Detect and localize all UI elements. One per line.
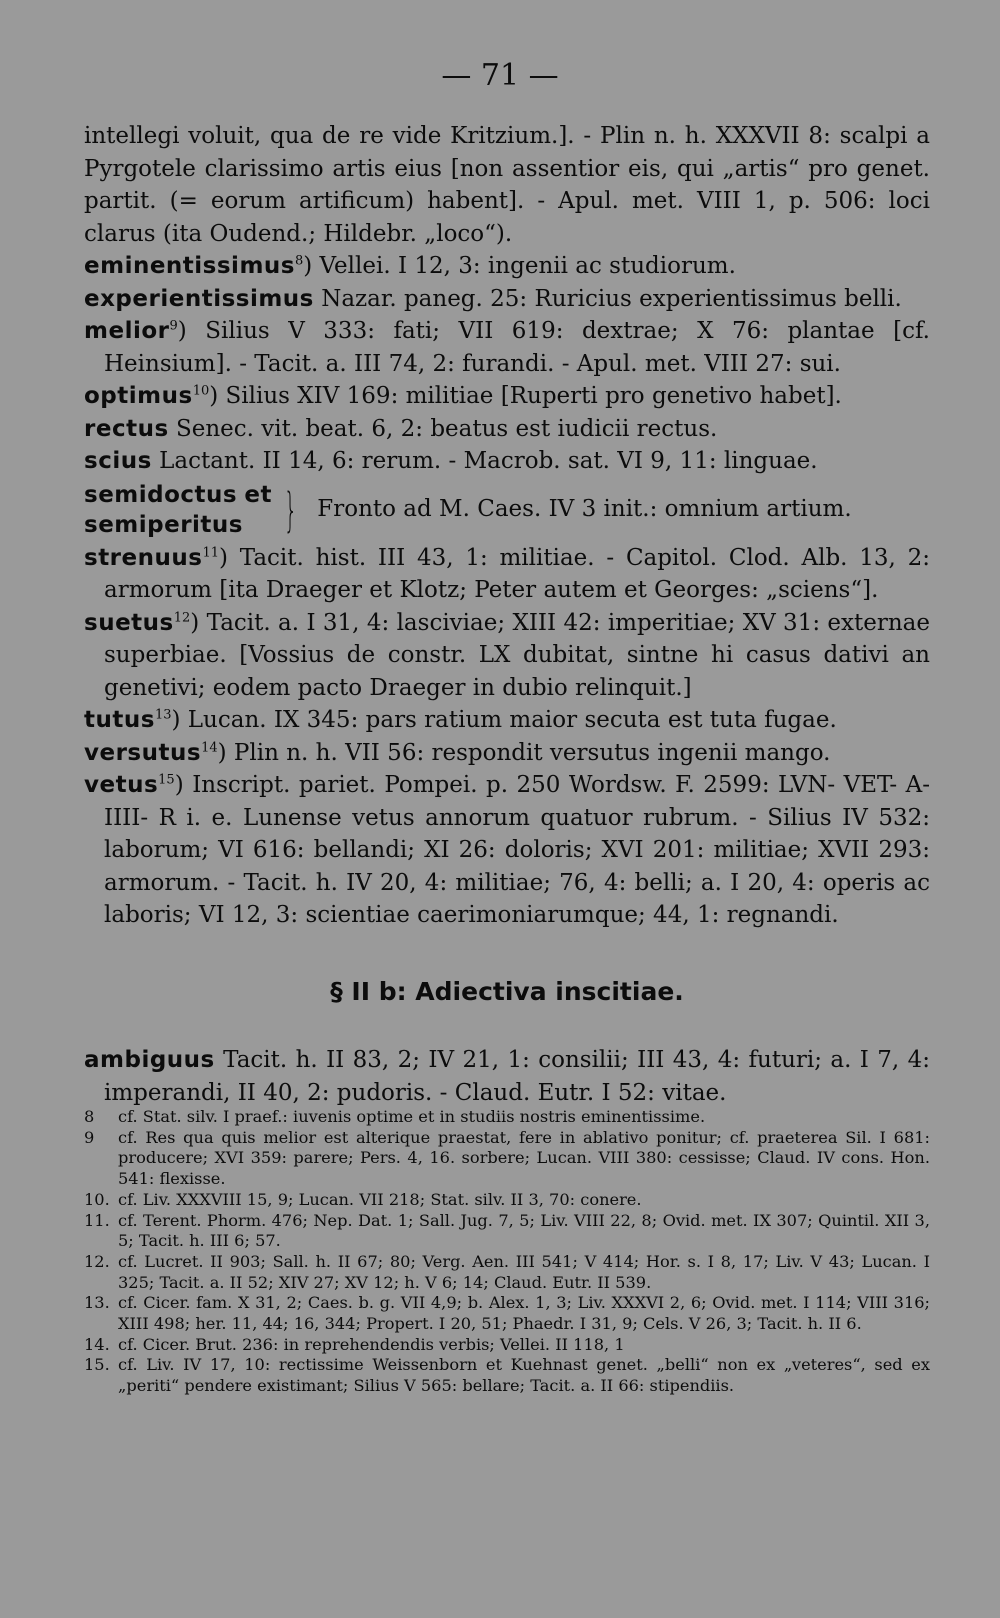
footnote-number: 13. [84, 1293, 110, 1313]
entry-text: Lactant. II 14, 6: rerum. - Macrob. sat. VI 9, 11: linguae. [159, 448, 818, 474]
entry-text: Nazar. paneg. 25: Ruricius experientissimus belli. [321, 285, 902, 312]
entry-list-3 [84, 1044, 930, 1109]
footnote-ref: 9 [169, 318, 178, 334]
footnote-ref: 10 [192, 383, 210, 399]
entry-text: Tacit. a. I 31, 4: lasciviae; XIII 42: imperitiae; XV 31: externae superbiae. [Vossius de constr. LX dubitat, sintne hi casus dativi an genetivi; eodem pacto Draeger in dubio relinquit.] [104, 609, 931, 701]
footnote-text: cf. Liv. IV 17, 10: rectissime Weissenborn et Kuehnast genet. „belli“ non ex „veteres“, sed ex „periti“ pendere existimant; Silius V 565: bellare; Tacit. a. II 66: stipendiis. [118, 1355, 930, 1396]
entry: eminentissimus$^8$) Vellei. I 12, 3: ingenii ac studiorum. [84, 253, 736, 279]
entry-keyword: scius [84, 448, 152, 474]
footnote [84, 1293, 930, 1334]
entry-text: Tacit. hist. III 43, 1: militiae. - Capitol. Clod. Alb. 13, 2: armorum [ita Draeger et Klotz; Peter autem et Georges: „sciens“]. [104, 544, 931, 603]
section-heading: § II b: Adiectiva inscitiae. [330, 976, 684, 1006]
entry-text: Silius XIV 169: militiae [Ruperti pro genetivo habet]. [225, 383, 842, 409]
entry-text: Plin n. h. VII 56: respondit versutus ingenii mango. [233, 739, 831, 766]
footnote-text: cf. Cicer. Brut. 236: in reprehendendis verbis; Vellei. II 118, 1 [118, 1334, 625, 1354]
entry: tutus$^{13}$) Lucan. IX 345: pars ratium maior secuta est tuta fugae. [84, 707, 837, 733]
entry-keyword: eminentissimus [84, 253, 295, 279]
entry: strenuus$^{11}$) Tacit. hist. III 43, 1: militiae. - Capitol. Clod. Alb. 13, 2: armorum [ita Draeger et Klotz; Peter autem et Georges: „sciens“]. [84, 544, 931, 603]
footnote-number: 8 [84, 1107, 95, 1126]
entry-list-1 [84, 120, 930, 478]
paired-entry [84, 480, 930, 540]
entry-keyword: suetus [84, 609, 174, 636]
main-text [84, 120, 930, 1109]
footnote [84, 1211, 930, 1252]
footnote [84, 1335, 930, 1356]
entry: optimus$^{10}$) Silius XIV 169: militiae [Ruperti pro genetivo habet]. [84, 383, 842, 409]
footnote-number: 15. [84, 1355, 110, 1375]
entry-text: Silius V 333: fati; VII 619: dextrae; X 76: plantae [cf. Heinsium]. - Tacit. a. III 74, 2: furandi. - Apul. met. VIII 27: sui. [104, 318, 930, 377]
entry-keyword: experientissimus [84, 285, 314, 312]
keyword-joiner: et [244, 481, 273, 508]
entry-keyword: vetus [84, 772, 159, 798]
footnote-ref: 11 [202, 544, 219, 560]
footnote-text: cf. Liv. XXXVIII 15, 9; Lucan. VII 218; Stat. silv. II 3, 70: conere. [118, 1189, 642, 1209]
page-number: — 71 — [441, 58, 559, 93]
entry-keyword: melior [84, 318, 170, 344]
entry-text: Senec. vit. beat. 6, 2: beatus est iudicii rectus. [175, 415, 718, 442]
entry: suetus$^{12}$) Tacit. a. I 31, 4: lasciviae; XIII 42: imperitiae; XV 31: externae superbiae. [Vossius de constr. LX dubitat, sintne hi casus dativi an genetivi; eodem pacto Draeger in dubio relinquit.] [84, 609, 931, 701]
entry: versutus$^{14}$) Plin n. h. VII 56: respondit versutus ingenii mango. [84, 739, 831, 766]
keyword-semidoctus: semidoctus [84, 481, 238, 508]
footnote-number: 14. [84, 1334, 110, 1354]
entry: vetus$^{15}$) Inscript. pariet. Pompei. p. 250 Wordsw. F. 2599: LVN- VET- A- IIII- R i. e. Lunense vetus annorum quatuor rubrum. - Silius IV 532: laborum; VI 616: bellandi; XI 26: doloris; XVI 201: militiae; XVII 293: armorum. - Tacit. h. IV 20, 4: militiae; 76, 4: belli; a. I 20, 4: operis ac laboris; VI 12, 3: scientiae caerimoniarumque; 44, 1: regnandi. [84, 772, 931, 928]
footnote [84, 1355, 930, 1396]
entry-text: Tacit. h. II 83, 2; IV 21, 1: consilii; III 43, 4: futuri; a. I 7, 4: imperandi, II 40, 2: pudoris. - Claud. Eutr. I 52: vitae. [104, 1047, 930, 1106]
brace-symbol: } [284, 482, 298, 537]
entry-keyword: strenuus [84, 544, 203, 571]
footnote-number: 11. [84, 1210, 110, 1230]
footnote-text: cf. Stat. silv. I praef.: iuvenis optime et in studiis nostris eminentissime. [118, 1107, 706, 1126]
entry-text: intellegi voluit, qua de re vide Kritzium.]. - Plin n. h. XXXVII 8: scalpi a Pyrgotele clarissimo artis eius [non assentior eis, qui „artis“ pro genet. partit. (= eorum artificum) habent]. - Apul. met. VIII 1, p. 506: loci clarus (ita Oudend.; Hildebr. „loco“). [84, 123, 930, 247]
entry-keyword: tutus [84, 707, 155, 733]
footnote [84, 1190, 930, 1211]
entry [84, 120, 930, 250]
footnote-number: 9 [84, 1127, 95, 1147]
entry [84, 413, 930, 446]
entry [84, 283, 930, 316]
entry-keyword: versutus [84, 739, 202, 766]
footnote [84, 1128, 930, 1190]
paired-entry-text: Fronto ad M. Caes. IV 3 init.: omnium artium. [317, 496, 852, 523]
entry [84, 1044, 930, 1109]
footnote-text: cf. Lucret. II 903; Sall. h. II 67; 80; Verg. Aen. III 541; V 414; Hor. s. I 8, 17; Liv. V 43; Lucan. I 325; Tacit. a. II 52; XIV 27; XV 12; h. V 6; 14; Claud. Eutr. II 539. [118, 1251, 930, 1292]
footnotes [84, 1107, 930, 1397]
entry-list-2 [84, 542, 930, 932]
entry-text: Lucan. IX 345: pars ratium maior secuta est tuta fugae. [187, 707, 837, 733]
footnote-number: 12. [84, 1251, 110, 1271]
footnote-ref: 14 [201, 739, 218, 755]
footnote-ref: 13 [154, 707, 172, 723]
entry [84, 445, 930, 478]
footnote-ref: 15 [158, 772, 175, 788]
entry-text: Vellei. I 12, 3: ingenii ac studiorum. [319, 253, 736, 279]
entry: melior$^9$) Silius V 333: fati; VII 619: dextrae; X 76: plantae [cf. Heinsium]. - Tacit. a. III 74, 2: furandi. - Apul. met. VIII 27: sui. [84, 318, 930, 377]
footnote-text: cf. Terent. Phorm. 476; Nep. Dat. 1; Sall. Jug. 7, 5; Liv. VIII 22, 8; Ovid. met. IX 307; Quintil. XII 3, 5; Tacit. h. III 6; 57. [118, 1210, 930, 1251]
footnote [84, 1252, 930, 1293]
entry-text: Inscript. pariet. Pompei. p. 250 Wordsw. F. 2599: LVN- VET- A- IIII- R i. e. Lunense vetus annorum quatuor rubrum. - Silius IV 532: laborum; VI 616: bellandi; XI 26: doloris; XVI 201: militiae; XVII 293: armorum. - Tacit. h. IV 20, 4: militiae; 76, 4: belli; a. I 20, 4: operis ac laboris; VI 12, 3: scientiae caerimoniarumque; 44, 1: regnandi. [104, 772, 931, 928]
footnote-ref: 12 [173, 609, 191, 625]
footnote-text: cf. Res qua quis melior est alterique praestat, fere in ablativo ponitur; cf. praeterea Sil. I 681: producere; XVI 359: parere; Pers. 4, 16. sorbere; Lucan. VIII 380: cessisse; Claud. IV cons. Hon. 541: flexisse. [118, 1127, 930, 1189]
footnote [84, 1107, 930, 1128]
entry-keyword: rectus [84, 415, 169, 442]
footnote-text: cf. Cicer. fam. X 31, 2; Caes. b. g. VII 4,9; b. Alex. 1, 3; Liv. XXXVI 2, 6; Ovid. met. I 114; VIII 316; XIII 498; her. 11, 44; 16, 344; Propert. I 20, 51; Phaedr. I 31, 9; Cels. V 26, 3; Tacit. h. II 6. [118, 1293, 930, 1334]
entry-keyword: optimus [84, 383, 193, 409]
footnote-number: 10. [84, 1189, 110, 1209]
footnote-ref: 8 [294, 253, 304, 269]
keyword-semiperitus: semiperitus [84, 511, 243, 538]
paired-keywords [84, 480, 272, 540]
entry-keyword: ambiguus [84, 1047, 215, 1073]
